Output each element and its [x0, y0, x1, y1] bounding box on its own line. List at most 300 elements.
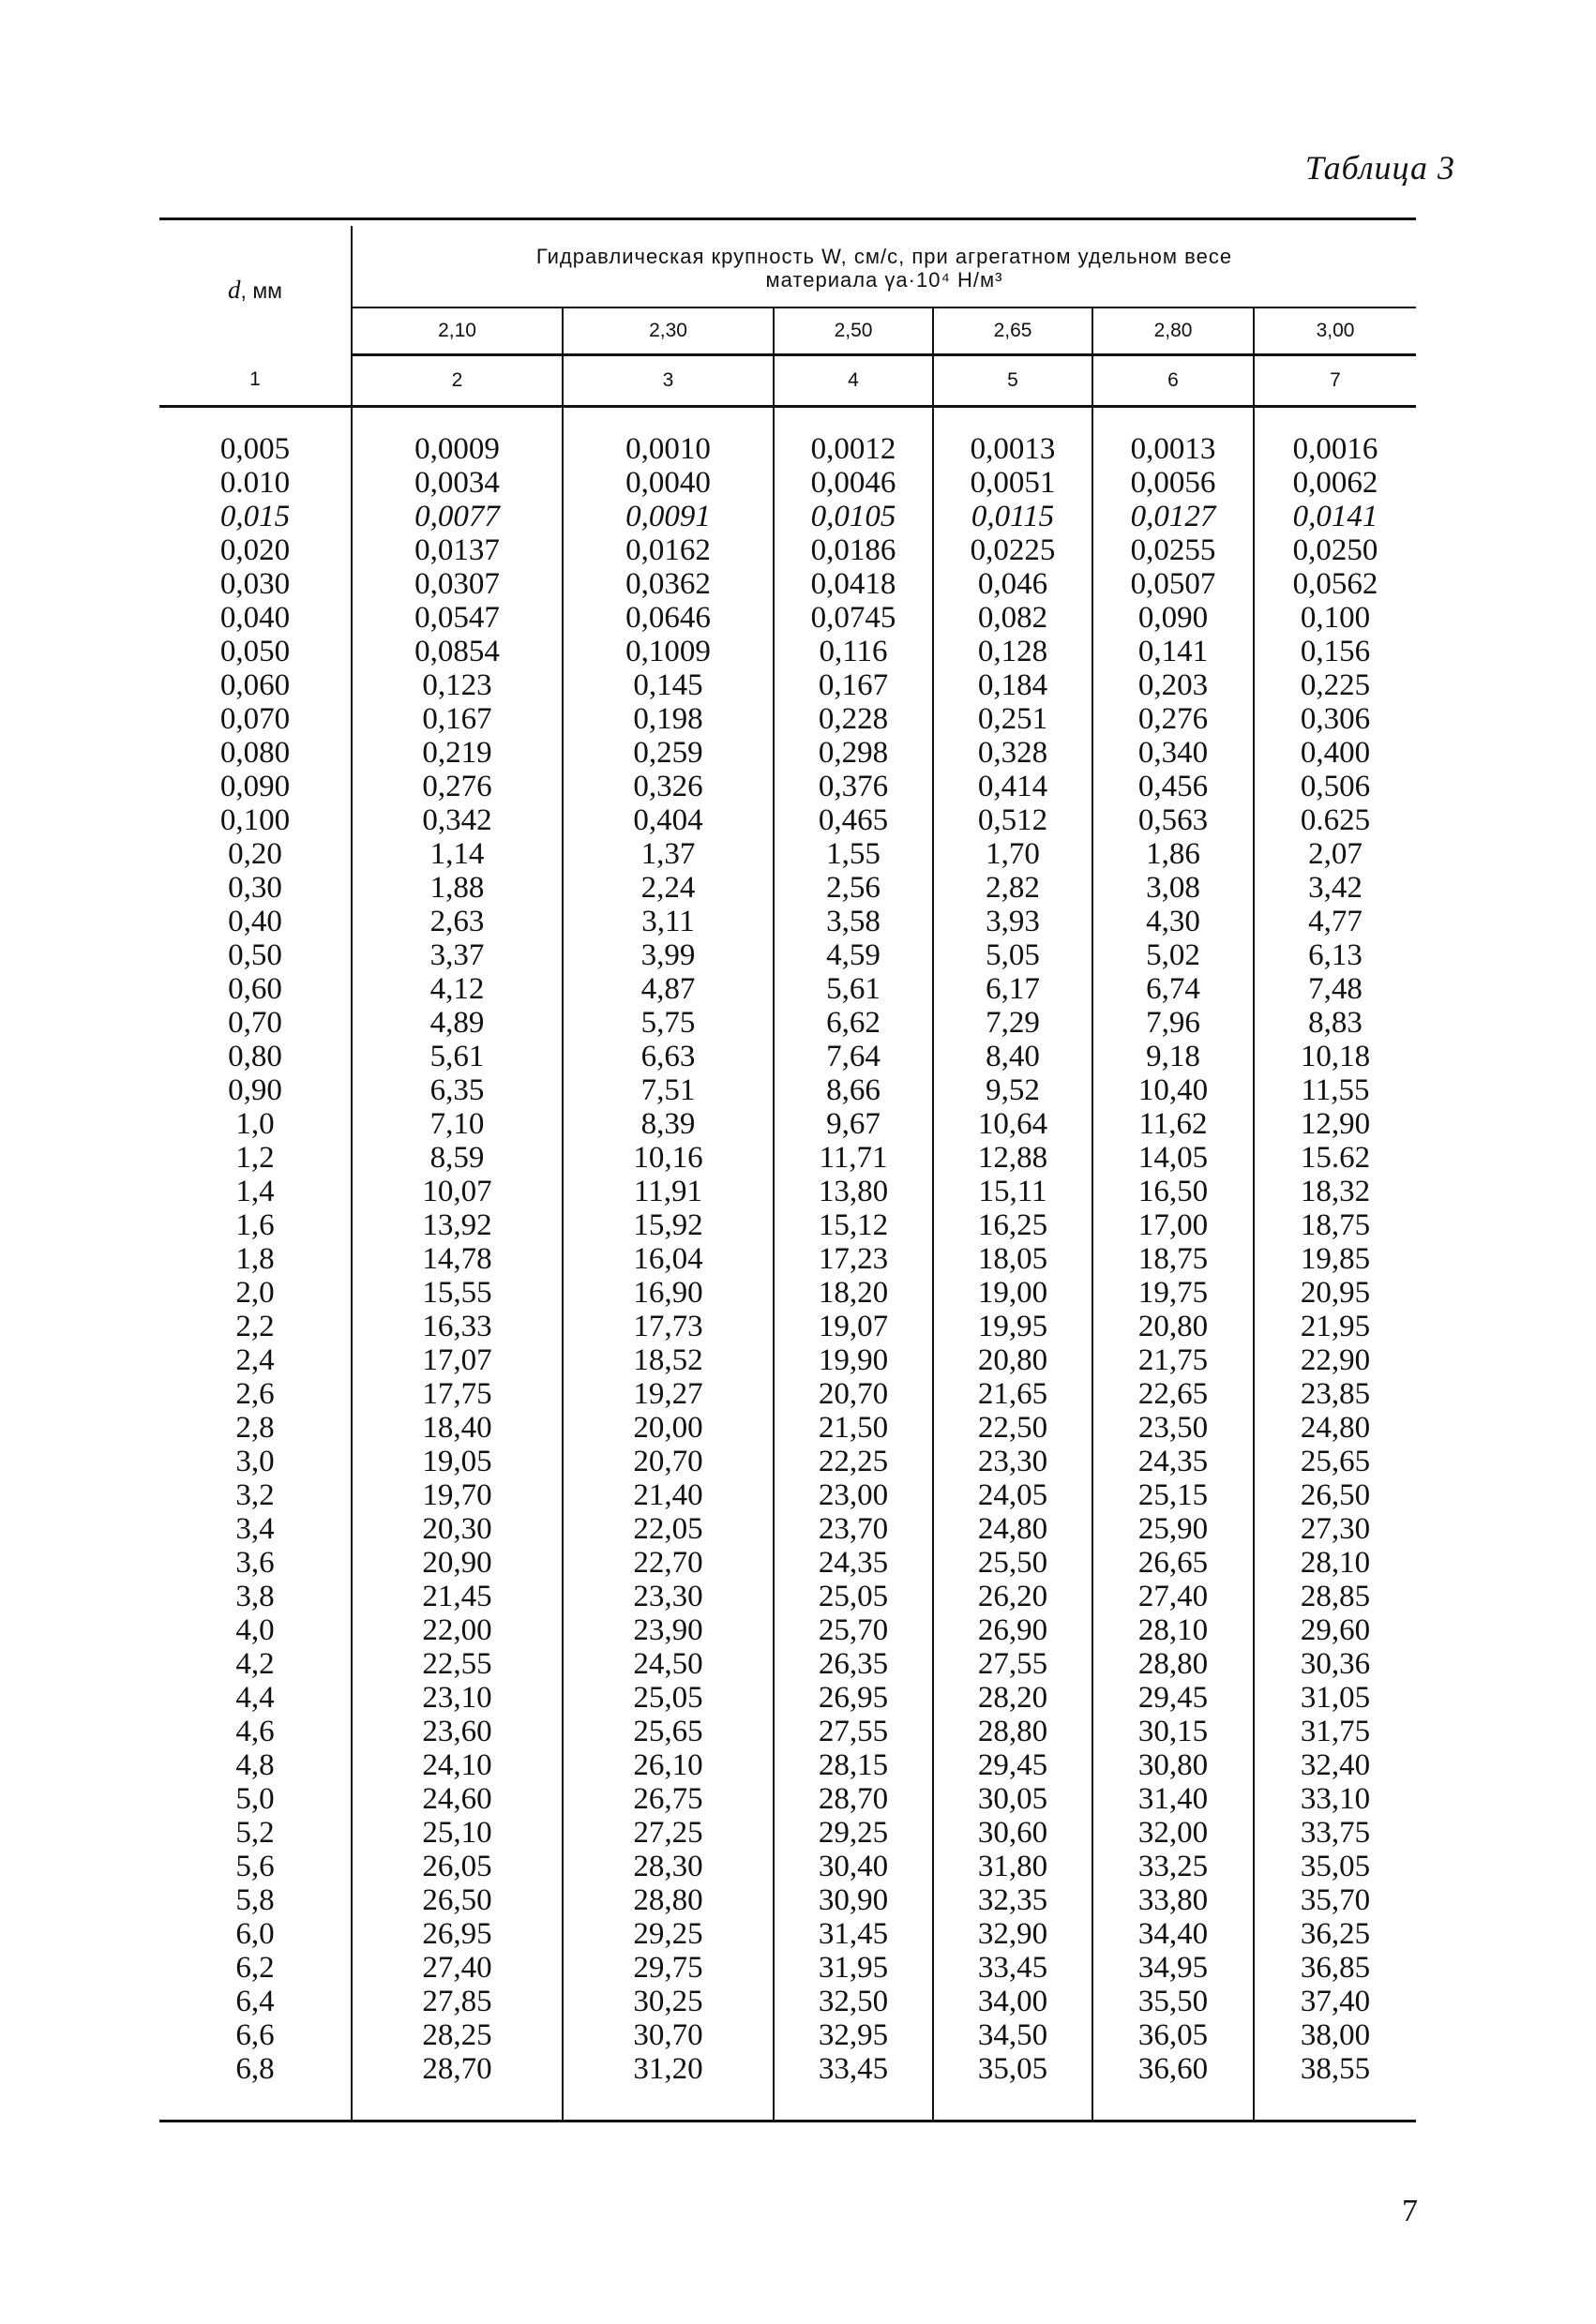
value-cell: 21,40 — [563, 1478, 774, 1512]
value-cell: 9,67 — [774, 1107, 933, 1141]
value-cell: 18,52 — [563, 1343, 774, 1377]
value-cell: 20,70 — [774, 1377, 933, 1411]
page-number: 7 — [1402, 2194, 1418, 2228]
value-cell: 31,75 — [1300, 1715, 1371, 1748]
value-cell: 6,13 — [1308, 938, 1363, 972]
value-cell: 22,55 — [352, 1647, 563, 1681]
value-cell: 19,70 — [352, 1478, 563, 1512]
value-cell: 0,198 — [563, 702, 774, 736]
diameter-cell: 6,0 — [159, 1917, 352, 1951]
d-column-label: d, мм — [228, 276, 282, 305]
density-header-cell: 2,80 — [1092, 307, 1254, 355]
value-cell: 33,80 — [1092, 1883, 1254, 1917]
value-cell: 20,30 — [352, 1512, 563, 1546]
value-cell: 31,45 — [774, 1917, 933, 1951]
value-cell: 26,95 — [352, 1917, 563, 1951]
value-cell: 5,61 — [774, 972, 933, 1006]
value-cell: 27,55 — [774, 1715, 933, 1748]
diameter-cell: 0,70 — [159, 1006, 352, 1040]
bottom-rule — [159, 2086, 1416, 2122]
table-row — [159, 1748, 1416, 1782]
table-row — [159, 601, 1416, 635]
value-cell: 10,16 — [563, 1141, 774, 1175]
table-row — [159, 1478, 1416, 1512]
diameter-cell: 2,8 — [159, 1411, 352, 1445]
table-row — [159, 1580, 1416, 1613]
value-cell: 0,0040 — [563, 466, 774, 500]
value-cell: 0,219 — [352, 736, 563, 770]
value-cell: 11,71 — [774, 1141, 933, 1175]
value-cell: 14,78 — [352, 1242, 563, 1276]
value-cell: 25,15 — [1092, 1478, 1254, 1512]
value-cell: 0,0034 — [352, 466, 563, 500]
header-gap-row — [159, 407, 1416, 433]
value-cell: 7,96 — [1092, 1006, 1254, 1040]
value-cell: 33,10 — [1300, 1782, 1371, 1816]
value-cell: 10,64 — [933, 1107, 1092, 1141]
diameter-cell: 0,070 — [159, 702, 352, 736]
table-row — [159, 1006, 1416, 1040]
value-cell: 3,37 — [352, 938, 563, 972]
value-cell: 19,95 — [933, 1310, 1092, 1343]
value-cell: 0,0255 — [1092, 533, 1254, 567]
value-cell: 23,30 — [933, 1445, 1092, 1478]
value-cell: 0,0046 — [774, 466, 933, 500]
value-cell: 32,90 — [933, 1917, 1092, 1951]
value-cell: 26,05 — [352, 1850, 563, 1883]
value-cell: 26,10 — [563, 1748, 774, 1782]
diameter-cell: 1,8 — [159, 1242, 352, 1276]
diameter-cell: 0.010 — [159, 466, 352, 500]
value-cell: 23,30 — [563, 1580, 774, 1613]
value-cell: 30,15 — [1092, 1715, 1254, 1748]
value-cell: 12,88 — [933, 1141, 1092, 1175]
diameter-cell: 0,100 — [159, 803, 352, 837]
value-cell: 1,88 — [352, 871, 563, 905]
value-cell: 24,80 — [933, 1512, 1092, 1546]
value-cell: 0,141 — [1092, 635, 1254, 668]
diameter-cell: 0,60 — [159, 972, 352, 1006]
group-header-line2: материала γа·10⁴ Н/м³ — [765, 268, 1003, 292]
table-row — [159, 1647, 1416, 1681]
table-row — [159, 1613, 1416, 1647]
diameter-cell: 6,2 — [159, 1951, 352, 1985]
value-cell: 34,95 — [1092, 1951, 1254, 1985]
group-header-line1: Гидравлическая крупность W, см/с, при агрегатном удельном весе — [535, 245, 1233, 268]
table-row — [159, 1512, 1416, 1546]
value-cell: 0,0105 — [774, 500, 933, 533]
diameter-cell: 2,6 — [159, 1377, 352, 1411]
value-cell: 28,70 — [774, 1782, 933, 1816]
value-cell: 13,80 — [774, 1175, 933, 1208]
value-cell: 10,40 — [1092, 1073, 1254, 1107]
value-cell: 16,50 — [1092, 1175, 1254, 1208]
table-row — [159, 1343, 1416, 1377]
value-cell: 28,70 — [352, 2052, 563, 2086]
diameter-cell: 0,30 — [159, 871, 352, 905]
value-cell: 0,306 — [1300, 702, 1371, 736]
value-cell: 23,10 — [352, 1681, 563, 1715]
value-cell: 8,66 — [774, 1073, 933, 1107]
table-row — [159, 1951, 1416, 1985]
hydraulic-size-table — [159, 217, 1416, 2122]
value-cell: 10,07 — [352, 1175, 563, 1208]
column-number-cell: 2 — [352, 355, 563, 407]
value-cell: 30,05 — [933, 1782, 1092, 1816]
value-cell: 32,40 — [1300, 1748, 1371, 1782]
value-cell: 31,40 — [1092, 1782, 1254, 1816]
table-row — [159, 770, 1416, 803]
value-cell: 0,046 — [933, 567, 1092, 601]
value-cell: 0,156 — [1300, 635, 1371, 668]
density-header-cell: 2,30 — [563, 307, 774, 355]
value-cell: 0,0186 — [774, 533, 933, 567]
value-cell: 28,15 — [774, 1748, 933, 1782]
value-cell: 22,50 — [933, 1411, 1092, 1445]
diameter-cell: 1,2 — [159, 1141, 352, 1175]
value-cell: 28,20 — [933, 1681, 1092, 1715]
value-cell: 31,20 — [563, 2052, 774, 2086]
diameter-cell: 3,2 — [159, 1478, 352, 1512]
table-row — [159, 1073, 1416, 1107]
diameter-cell: 0,005 — [159, 432, 352, 466]
diameter-cell: 5,8 — [159, 1883, 352, 1917]
value-cell: 0,0062 — [1292, 466, 1378, 500]
value-cell: 0,512 — [933, 803, 1092, 837]
value-cell: 0,0016 — [1292, 432, 1378, 466]
value-cell: 9,18 — [1092, 1040, 1254, 1073]
value-cell: 15,55 — [352, 1276, 563, 1310]
value-cell: 15,12 — [774, 1208, 933, 1242]
value-cell: 0,465 — [774, 803, 933, 837]
value-cell: 0,0091 — [563, 500, 774, 533]
value-cell: 0.625 — [1300, 803, 1371, 837]
value-cell: 5,61 — [352, 1040, 563, 1073]
diameter-cell: 0,060 — [159, 668, 352, 702]
value-cell: 25,90 — [1092, 1512, 1254, 1546]
table-row — [159, 432, 1416, 466]
value-cell: 31,95 — [774, 1951, 933, 1985]
value-cell: 0,167 — [352, 702, 563, 736]
value-cell: 38,55 — [1300, 2052, 1371, 2086]
value-cell: 29,45 — [933, 1748, 1092, 1782]
table-row — [159, 905, 1416, 938]
table-body — [159, 432, 1416, 2086]
table-row — [159, 1782, 1416, 1816]
value-cell: 16,33 — [352, 1310, 563, 1343]
table-row — [159, 871, 1416, 905]
value-cell: 2,82 — [933, 871, 1092, 905]
table-row — [159, 1208, 1416, 1242]
table-row — [159, 2052, 1416, 2086]
value-cell: 6,62 — [774, 1006, 933, 1040]
value-cell: 0,145 — [563, 668, 774, 702]
value-cell: 21,45 — [352, 1580, 563, 1613]
table-row — [159, 1816, 1416, 1850]
value-cell: 0,225 — [1300, 668, 1371, 702]
value-cell: 5,02 — [1092, 938, 1254, 972]
value-cell: 22,65 — [1092, 1377, 1254, 1411]
value-cell: 11,62 — [1092, 1107, 1254, 1141]
value-cell: 6,63 — [563, 1040, 774, 1073]
value-cell: 4,12 — [352, 972, 563, 1006]
table-row — [159, 1715, 1416, 1748]
value-cell: 0,276 — [352, 770, 563, 803]
diameter-cell: 0,80 — [159, 1040, 352, 1073]
value-cell: 17,00 — [1092, 1208, 1254, 1242]
value-cell: 8,83 — [1308, 1006, 1363, 1040]
table-row — [159, 972, 1416, 1006]
diameter-cell: 5,6 — [159, 1850, 352, 1883]
value-cell: 0,563 — [1092, 803, 1254, 837]
value-cell: 29,25 — [563, 1917, 774, 1951]
value-cell: 35,05 — [933, 2052, 1092, 2086]
value-cell: 27,85 — [352, 1985, 563, 2018]
value-cell: 29,25 — [774, 1816, 933, 1850]
value-cell: 15.62 — [1300, 1141, 1371, 1175]
value-cell: 30,40 — [774, 1850, 933, 1883]
table-row — [159, 635, 1416, 668]
value-cell: 25,50 — [933, 1546, 1092, 1580]
value-cell: 12,90 — [1300, 1107, 1371, 1141]
value-cell: 24,10 — [352, 1748, 563, 1782]
value-cell: 0,376 — [774, 770, 933, 803]
value-cell: 26,50 — [1300, 1478, 1371, 1512]
value-cell: 0,0013 — [1092, 432, 1254, 466]
value-cell: 17,07 — [352, 1343, 563, 1377]
value-cell: 3,58 — [774, 905, 933, 938]
value-cell: 3,11 — [563, 905, 774, 938]
diameter-cell: 0,030 — [159, 567, 352, 601]
value-cell: 25,65 — [563, 1715, 774, 1748]
value-cell: 5,75 — [563, 1006, 774, 1040]
value-cell: 0,0115 — [933, 500, 1092, 533]
value-cell: 23,50 — [1092, 1411, 1254, 1445]
table-row — [159, 1242, 1416, 1276]
value-cell: 29,75 — [563, 1951, 774, 1985]
value-cell: 3,42 — [1308, 871, 1363, 905]
density-header-cell: 2,65 — [933, 307, 1092, 355]
value-cell: 10,18 — [1300, 1040, 1371, 1073]
diameter-cell: 1,4 — [159, 1175, 352, 1208]
value-cell: 33,45 — [933, 1951, 1092, 1985]
table-row — [159, 500, 1416, 533]
diameter-cell: 2,0 — [159, 1276, 352, 1310]
diameter-cell: 0,040 — [159, 601, 352, 635]
diameter-cell: 0,90 — [159, 1073, 352, 1107]
column-number-cell: 5 — [933, 355, 1092, 407]
value-cell: 36,25 — [1300, 1917, 1371, 1951]
value-cell: 1,55 — [774, 837, 933, 871]
value-cell: 0,0012 — [774, 432, 933, 466]
value-cell: 26,90 — [933, 1613, 1092, 1647]
value-cell: 0,0854 — [352, 635, 563, 668]
value-cell: 36,60 — [1092, 2052, 1254, 2086]
table-row — [159, 1276, 1416, 1310]
value-cell: 16,90 — [563, 1276, 774, 1310]
table-row — [159, 803, 1416, 837]
value-cell: 30,60 — [933, 1816, 1092, 1850]
value-cell: 26,35 — [774, 1647, 933, 1681]
value-cell: 4,77 — [1308, 905, 1363, 938]
table-row — [159, 1040, 1416, 1073]
value-cell: 17,75 — [352, 1377, 563, 1411]
value-cell: 20,80 — [1092, 1310, 1254, 1343]
value-cell: 0,082 — [933, 601, 1092, 635]
value-cell: 0,228 — [774, 702, 933, 736]
value-cell: 19,75 — [1092, 1276, 1254, 1310]
diameter-cell: 3,8 — [159, 1580, 352, 1613]
value-cell: 0,404 — [563, 803, 774, 837]
table-row — [159, 1546, 1416, 1580]
diameter-cell: 4,4 — [159, 1681, 352, 1715]
diameter-cell: 3,6 — [159, 1546, 352, 1580]
value-cell: 0,456 — [1092, 770, 1254, 803]
value-cell: 26,95 — [774, 1681, 933, 1715]
table-row — [159, 1883, 1416, 1917]
diameter-cell: 1,0 — [159, 1107, 352, 1141]
table-row — [159, 1985, 1416, 2018]
value-cell: 16,04 — [563, 1242, 774, 1276]
column-number-row — [159, 355, 1416, 407]
value-cell: 8,59 — [352, 1141, 563, 1175]
value-cell: 0,340 — [1092, 736, 1254, 770]
value-cell: 19,07 — [774, 1310, 933, 1343]
value-cell: 20,90 — [352, 1546, 563, 1580]
value-cell: 0,0362 — [563, 567, 774, 601]
value-cell: 8,39 — [563, 1107, 774, 1141]
value-cell: 0,0009 — [352, 432, 563, 466]
diameter-cell: 6,8 — [159, 2052, 352, 2086]
value-cell: 19,05 — [352, 1445, 563, 1478]
table-header — [159, 219, 1416, 433]
value-cell: 21,50 — [774, 1411, 933, 1445]
value-cell: 30,70 — [563, 2018, 774, 2052]
diameter-cell: 0,20 — [159, 837, 352, 871]
column-number-cell: 4 — [774, 355, 933, 407]
value-cell: 0,276 — [1092, 702, 1254, 736]
value-cell: 0,0141 — [1292, 500, 1378, 533]
value-cell: 18,40 — [352, 1411, 563, 1445]
value-cell: 33,45 — [774, 2052, 933, 2086]
value-cell: 24,35 — [774, 1546, 933, 1580]
top-rule — [159, 219, 1416, 227]
value-cell: 0,0646 — [563, 601, 774, 635]
d-column-header — [159, 226, 352, 355]
value-cell: 34,50 — [933, 2018, 1092, 2052]
value-cell: 27,25 — [563, 1816, 774, 1850]
value-cell: 0,0162 — [563, 533, 774, 567]
value-cell: 2,07 — [1308, 837, 1363, 871]
value-cell: 0,0562 — [1292, 567, 1378, 601]
diameter-cell: 0,080 — [159, 736, 352, 770]
table-row — [159, 837, 1416, 871]
value-cell: 0,400 — [1300, 736, 1371, 770]
table-caption: Таблица 3 — [1304, 149, 1455, 187]
value-cell: 7,48 — [1308, 972, 1363, 1006]
value-cell: 0,0077 — [352, 500, 563, 533]
value-cell: 35,50 — [1092, 1985, 1254, 2018]
value-cell: 23,70 — [774, 1512, 933, 1546]
value-cell: 4,87 — [563, 972, 774, 1006]
value-cell: 27,40 — [1092, 1580, 1254, 1613]
value-cell: 30,25 — [563, 1985, 774, 2018]
column-number-cell: 7 — [1254, 355, 1416, 407]
value-cell: 0,1009 — [563, 635, 774, 668]
value-cell: 23,00 — [774, 1478, 933, 1512]
diameter-cell: 6,6 — [159, 2018, 352, 2052]
value-cell: 19,27 — [563, 1377, 774, 1411]
value-cell: 0,342 — [352, 803, 563, 837]
value-cell: 7,64 — [774, 1040, 933, 1073]
value-cell: 14,05 — [1092, 1141, 1254, 1175]
value-cell: 28,80 — [1092, 1647, 1254, 1681]
diameter-cell: 3,0 — [159, 1445, 352, 1478]
value-cell: 31,05 — [1300, 1681, 1371, 1715]
value-cell: 38,00 — [1300, 2018, 1371, 2052]
value-cell: 23,85 — [1300, 1377, 1371, 1411]
density-header-cell: 3,00 — [1254, 307, 1416, 355]
value-cell: 33,25 — [1092, 1850, 1254, 1883]
value-cell: 18,75 — [1092, 1242, 1254, 1276]
value-cell: 26,65 — [1092, 1546, 1254, 1580]
value-cell: 1,14 — [352, 837, 563, 871]
column-number-cell: 6 — [1092, 355, 1254, 407]
table-row — [159, 1411, 1416, 1445]
value-cell: 30,80 — [1092, 1748, 1254, 1782]
value-cell: 28,30 — [563, 1850, 774, 1883]
value-cell: 17,73 — [563, 1310, 774, 1343]
value-cell: 1,70 — [933, 837, 1092, 871]
value-cell: 28,80 — [563, 1883, 774, 1917]
value-cell: 32,35 — [933, 1883, 1092, 1917]
value-cell: 22,90 — [1300, 1343, 1371, 1377]
value-cell: 0,506 — [1300, 770, 1371, 803]
column-number-cell: 3 — [563, 355, 774, 407]
value-cell: 21,75 — [1092, 1343, 1254, 1377]
value-cell: 25,10 — [352, 1816, 563, 1850]
value-cell: 21,95 — [1300, 1310, 1371, 1343]
value-cell: 5,05 — [933, 938, 1092, 972]
value-cell: 9,52 — [933, 1073, 1092, 1107]
value-cell: 27,30 — [1300, 1512, 1371, 1546]
value-cell: 25,65 — [1300, 1445, 1371, 1478]
table-row — [159, 1141, 1416, 1175]
diameter-cell: 2,4 — [159, 1343, 352, 1377]
value-cell: 0,414 — [933, 770, 1092, 803]
table-row — [159, 1917, 1416, 1951]
value-cell: 0,0547 — [352, 601, 563, 635]
value-cell: 22,00 — [352, 1613, 563, 1647]
table-row — [159, 736, 1416, 770]
table-row — [159, 1107, 1416, 1141]
value-cell: 0,090 — [1092, 601, 1254, 635]
value-cell: 28,85 — [1300, 1580, 1371, 1613]
value-cell: 26,75 — [563, 1782, 774, 1816]
density-header-cell: 2,10 — [352, 307, 563, 355]
value-cell: 1,86 — [1092, 837, 1254, 871]
value-cell: 32,95 — [774, 2018, 933, 2052]
value-cell: 2,56 — [774, 871, 933, 905]
value-cell: 2,63 — [352, 905, 563, 938]
value-cell: 29,60 — [1300, 1613, 1371, 1647]
value-cell: 22,25 — [774, 1445, 933, 1478]
table-row — [159, 1175, 1416, 1208]
value-cell: 28,10 — [1300, 1546, 1371, 1580]
value-cell: 17,23 — [774, 1242, 933, 1276]
table-row — [159, 567, 1416, 601]
value-cell: 20,95 — [1300, 1276, 1371, 1310]
